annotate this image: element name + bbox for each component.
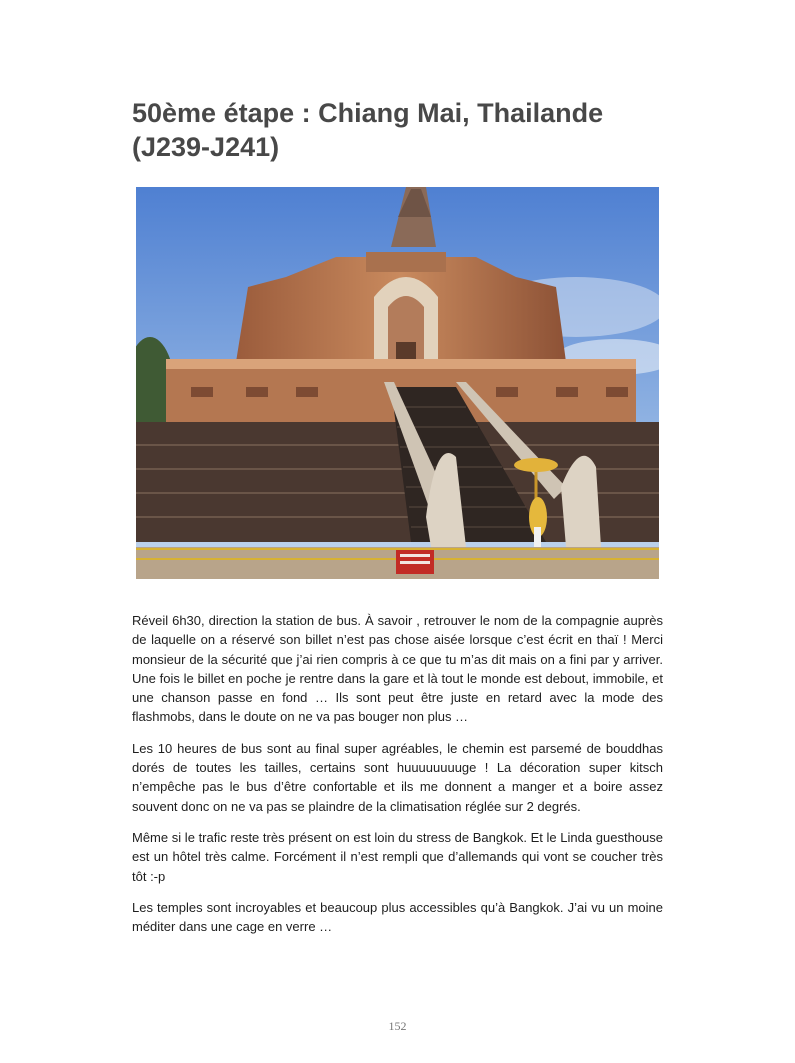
golden-umbrella: [514, 458, 558, 472]
article-body: [132, 611, 663, 948]
page-number: 152: [388, 1019, 407, 1033]
paragraph: Les temples sont incroyables et beaucoup plus accessibles qu’à Bangkok. J’ai vu un moine méditer dans une cage en verre …: [132, 899, 663, 935]
paragraph: Les 10 heures de bus sont au final super agréables, le chemin est parsemé de bouddhas dorés de toutes les tailles, certains sont huuuuuuuuge ! La décoration super kitsch n’empêche pas le bus d’être confortable et ils me donnent a manger et a boire assez souvent donc on ne va pas se plaindre de la climatisation réglée sur 2 degrés.: [132, 740, 663, 814]
page-title: 50ème étape : Chiang Mai, Thailande (J239-J241): [132, 98, 604, 162]
person: [534, 527, 541, 547]
paragraph: Même si le trafic reste très présent on est loin du stress de Bangkok. Et le Linda guesthouse est un hôtel très calme. Forcément il n’est rempli que d’allemands qui vont se coucher très tôt :-p: [132, 829, 663, 884]
temple-photo: [136, 187, 659, 579]
paragraph: Réveil 6h30, direction la station de bus. À savoir , retrouver le nom de la compagnie auprès de laquelle on a réservé son billet n’est pas chose aisée lorsque c’est écrit en thaï ! Merci monsieur de la sécurité que j’ai rien compris à ce que tu m’as dit mais on a fini par y arriver. Une fois le billet en poche je rentre dans la gare et là tout le monde est debout, immobile, et une chanson passe en fond … Ils sont peut être juste en retard avec la mode des flashmobs, dans le doute on ne va pas bouger non plus …: [132, 613, 663, 725]
